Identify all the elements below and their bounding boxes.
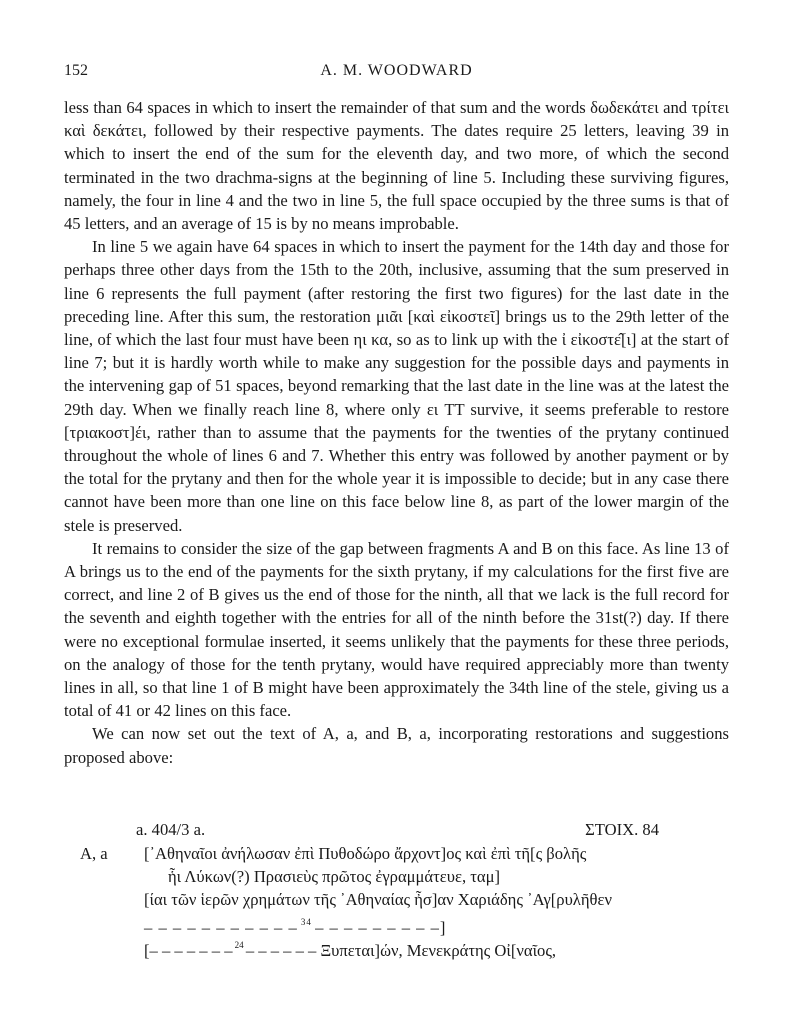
inscription-text-5 bbox=[144, 934, 556, 962]
line5-open: [– – – – – – – bbox=[144, 941, 233, 960]
paragraph-2: In line 5 we again have 64 spaces in which to insert the payment for the 14th day and those for perhaps three other days from the 15th to the 20th, inclusive, assuming that the sum preserved in line 6 represents the full payment (after restoring the first two figures) for the last date in the preceding line. After this sum, the restoration μιᾶι [καὶ εἰκοστεῖ] brings us to the 29th letter of the line, of which the last four must have been ηι κα, so as to link up with the ἰ εἰκοστε̂[ι] at the start of line 7; but it is hardly worth while to make any suggestion for the possible days and payments in the intervening gap of 51 spaces, beyond remarking that the last date in the line was at the latest the 29th day. When we finally reach line 8, where only ει TT survive, it seems preferable to restore [τριακοστ]έι, rather than to assume that the payments for the twenties of the prytany continued throughout the whole of lines 6 and 7. Whether this entry was followed by another payment or by the total for the prytany and then for the whole year it is impossible to decide; but in any case there cannot have been more than one line on this face below line 8, as part of the lower margin of the stele is preserved. bbox=[64, 237, 729, 535]
inscription-line-3 bbox=[64, 888, 729, 911]
paragraph-3: It remains to consider the size of the gap between fragments A and B on this face. As line 13 of A brings us to the end of the payments for the sixth prytany, if my calculations for the first five are correct, and line 2 of B gives us the end of those for the ninth, all that we lack is the full record for the seventh and eighth together with the entries for all of the ninth before the 31st(?) day. If there were no exceptional formulae inserted, it seems unlikely that the payments for these three periods, on the analogy of those for the tenth prytany, would have required appreciably more than twenty lines in all, so that line 1 of B might have been approximately the 34th line of the stele, giving us a total of 41 or 42 lines on this face. bbox=[64, 538, 729, 721]
inscription-date: a. 404/3 a. bbox=[136, 820, 206, 839]
gap-dashes-b: – – – – – – – – –] bbox=[315, 918, 447, 937]
inscription-text-1: [᾿Αθηναῖοι ἀνήλωσαν ἐπὶ Πυθοδώρο ἄρχοντ]ος καὶ ἐπὶ τῆ[ς βολῆς bbox=[144, 844, 587, 863]
inscription-text-2: ἧι Λύκων(?) Πρασιεὺς πρῶτος ἐγραμμάτευε, ταμ] bbox=[168, 867, 501, 886]
inscription-line-1 bbox=[64, 842, 729, 865]
line5-dashes: – – – – – – bbox=[245, 941, 317, 960]
inscription-stoich: ΣΤΟΙΧ. 84 bbox=[585, 820, 659, 839]
fragment-label: A, a bbox=[80, 844, 108, 863]
inscription-text-3: [ίαι τῶν ἱερῶν χρημάτων τῆς ᾿Αθηναίας ἦσ]αν Χαριάδης ᾿Αγ[ρυλῆθεν bbox=[144, 890, 612, 909]
line5-text: Ξυπεται]ών, Μενεκράτης Οἰ[ναῖος, bbox=[320, 941, 557, 960]
inscription-block bbox=[64, 818, 729, 960]
gap-count: 34 bbox=[300, 917, 312, 927]
inscription-line-4 bbox=[64, 911, 729, 937]
line5-gap-count: 24 bbox=[234, 940, 244, 950]
page-number: 152 bbox=[64, 62, 88, 79]
running-head: A. M. WOODWARD bbox=[320, 62, 473, 79]
inscription-heading bbox=[64, 818, 729, 842]
inscription-line-2 bbox=[64, 865, 729, 888]
inscription-line-5 bbox=[64, 934, 729, 960]
paragraph-4: We can now set out the text of A, a, and B, a, incorporating restorations and suggestions proposed above: bbox=[64, 724, 729, 767]
page-header bbox=[64, 62, 729, 84]
paragraph-1: less than 64 spaces in which to insert the remainder of that sum and the words δωδεκάτει and τρίτει καὶ δεκάτει, followed by their respective payments. The dates require 25 letters, leaving 39 in which to insert the end of the sum for the eleventh day, and two more, of which the second terminated in the two drachma-signs at the beginning of line 5. Including these surviving figures, namely, the four in line 4 and the two in line 5, the full space occupied by the three sums is that of 45 letters, and an average of 15 is by no means improbable. bbox=[64, 98, 729, 234]
body-text bbox=[64, 96, 729, 769]
gap-dashes-a: – – – – – – – – – – – bbox=[144, 918, 298, 937]
